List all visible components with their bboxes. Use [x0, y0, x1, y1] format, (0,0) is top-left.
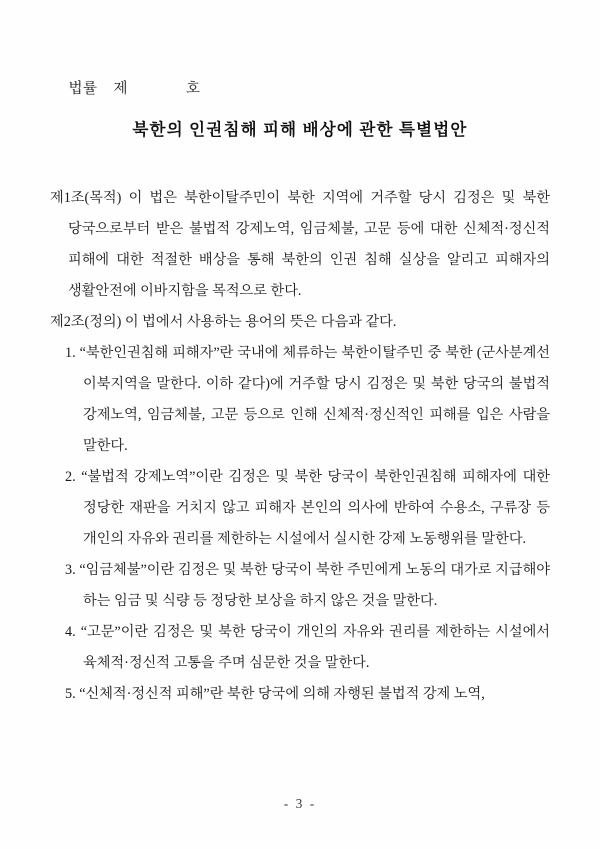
- definition-item-2: 2. “불법적 강제노역”이란 김정은 및 북한 당국이 북한인권침해 피해자에 대한 정당한 재판을 거치지 않고 피해자 본인의 의사에 반하여 수용소, 구류장 등 개인의 자유와 권리를 제한하는 시설에서 실시한 강제 노동행위를 말한다.: [65, 469, 550, 547]
- law-header-label-law: 법률: [68, 81, 98, 97]
- law-header-label-number-prefix: 제: [113, 81, 129, 97]
- law-number-header: [52, 60, 201, 115]
- definition-item-4: 4. “고문”이란 김정은 및 북한 당국이 개인의 자유와 권리를 제한하는 시설에서 육체적·정신적 고통을 주며 심문한 것을 말한다.: [65, 624, 550, 671]
- definition-item-1: 1. “북한인권침해 피해자”란 국내에 체류하는 북한이탈주민 중 북한 (군사분계선 이북지역을 말한다. 이하 같다)에 거주할 당시 김정은 및 북한 당국의 불법적 강제노역, 임금체불, 고문 등으로 인해 신체적·정신적인 피해를 입은 사람을 말한다.: [65, 345, 550, 454]
- page-number-footer: - 3 -: [283, 796, 317, 811]
- definition-item-5: 5. “신체적·정신적 피해”란 북한 당국에 의해 자행된 불법적 강제 노역,: [65, 686, 485, 702]
- law-header-label-number-suffix: 호: [186, 81, 201, 97]
- document-body: [50, 183, 550, 710]
- article-definitions: 제2조(정의) 이 법에서 사용하는 용어의 뜻은 다음과 같다.: [50, 314, 397, 330]
- article-purpose: 제1조(목적) 이 법은 북한이탈주민이 북한 지역에 거주할 당시 김정은 및 북한 당국으로부터 받은 불법적 강제노역, 임금체불, 고문 등에 대한 신체적·정신적 피해에 대한 적절한 배상을 통해 북한의 인권 침해 실상을 알리고 피해자의 생활안전에 이바지함을 목적으로 한다.: [50, 190, 550, 299]
- document-title: 북한의 인권침해 피해 배상에 관한 특별법안: [132, 120, 468, 139]
- definition-item-3: 3. “임금체불”이란 김정은 및 북한 당국이 북한 주민에게 노동의 대가로 지급해야 하는 임금 및 식량 등 정당한 보상을 하지 않은 것을 말한다.: [65, 562, 550, 609]
